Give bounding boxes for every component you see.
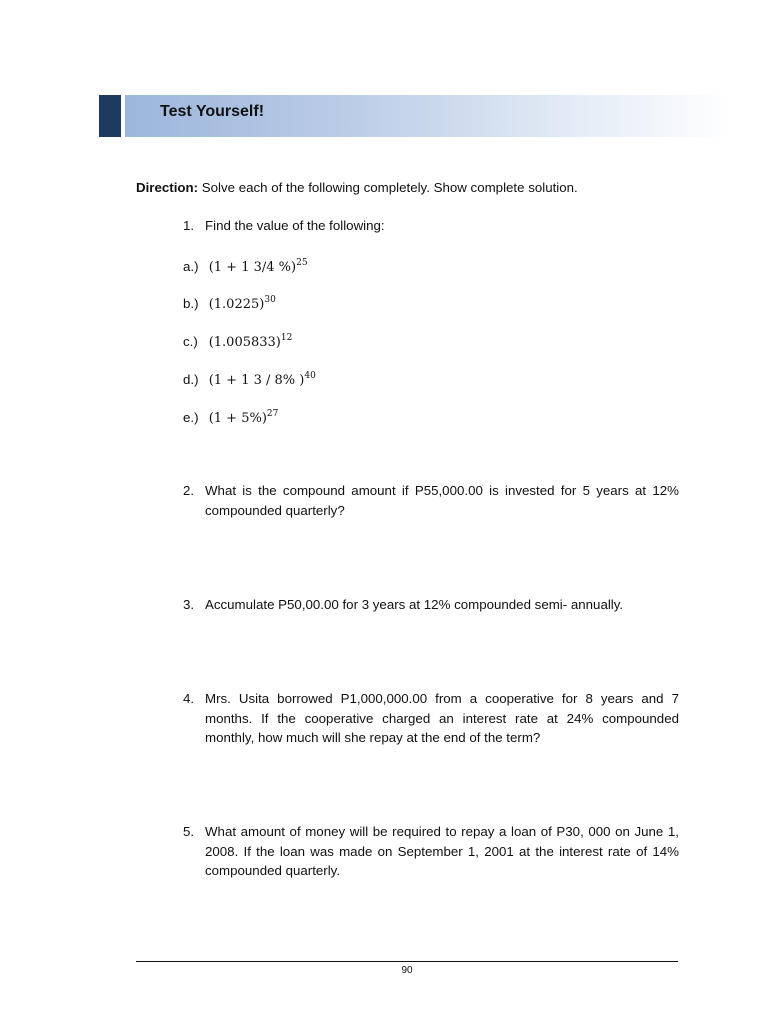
question-number: 4. (183, 691, 195, 706)
question-number: 1. (183, 218, 195, 233)
sub-item-a (183, 255, 308, 277)
question-text: Find the value of the following: (205, 218, 385, 233)
sub-item-label: c.) (183, 334, 198, 350)
question-1 (183, 216, 679, 236)
question-5 (183, 822, 679, 881)
sub-item-expression: $(1.005833)^{12}$ (208, 333, 293, 351)
section-title: Test Yourself! (160, 103, 265, 120)
question-number: 3. (183, 597, 195, 612)
section-header (99, 95, 733, 137)
header-accent-block (99, 95, 121, 137)
header-gradient-band (125, 95, 733, 137)
sub-item-expression: (1 + 1 3/4 %)$^{25}$ (208, 258, 308, 276)
sub-item-label: b.) (183, 296, 199, 312)
sub-item-d (183, 368, 316, 390)
question-text: What is the compound amount if P55,000.00 is invested for 5 years at 12% compounded quarterly? (205, 483, 679, 518)
question-text: Accumulate P50,00.00 for 3 years at 12% compounded semi- annually. (205, 597, 624, 612)
direction-text: Solve each of the following completely. Show complete solution. (198, 180, 578, 195)
sub-item-exponent: 27 (266, 409, 279, 419)
question-text: Mrs. Usita borrowed P1,000,000.00 from a cooperative for 8 years and 7 months. If the cooperative charged an interest rate at 24% compounded monthly, how much will she repay at the end of the term? (205, 691, 679, 745)
sub-item-exponent: 40 (304, 371, 316, 381)
sub-item-label: a.) (183, 259, 199, 275)
sub-item-expression: (1 + 1 3 / 8% )$^{40}$ (208, 371, 316, 389)
direction-label: Direction: (136, 180, 199, 195)
sub-item-label: e.) (183, 410, 199, 426)
sub-item-exponent: 12 (280, 333, 293, 343)
question-4 (183, 689, 679, 748)
sub-item-expression: $(1.0225)^{30}$ (208, 295, 276, 313)
footer-rule (136, 961, 678, 962)
sub-item-expression: $(1 + 5\%)^{27}$ (208, 409, 279, 427)
sub-item-b (183, 292, 276, 314)
question-number: 2. (183, 483, 195, 498)
question-text: What amount of money will be required to repay a loan of P30, 000 on June 1, 2008. If the loan was made on September 1, 2001 at the interest rate of 14% compounded quarterly. (205, 824, 679, 878)
sub-item-e (183, 406, 278, 428)
question-number: 5. (183, 824, 195, 839)
question-2 (183, 481, 679, 520)
sub-item-exponent: 30 (264, 295, 276, 305)
page-number: 90 (401, 965, 413, 976)
sub-item-c (183, 330, 292, 352)
direction-paragraph (136, 179, 696, 197)
sub-item-label: d.) (183, 372, 199, 388)
sub-item-exponent: 25 (296, 258, 308, 268)
question-3 (183, 595, 679, 615)
